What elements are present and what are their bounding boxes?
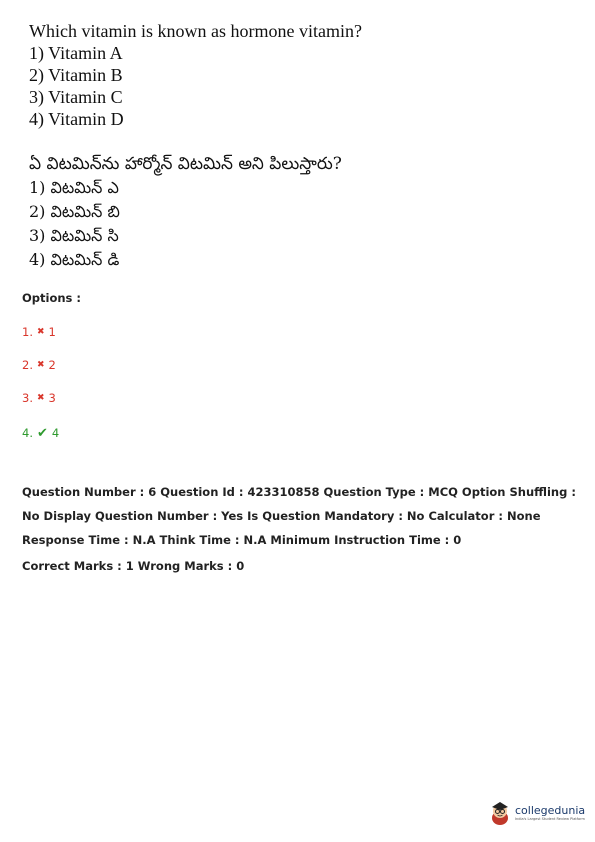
answer-number: 2. (22, 358, 33, 372)
question-metadata: Question Number : 6 Question Id : 423310858 Question Type : MCQ Option Shuffling : No Display Question Number : Yes Is Question Mandatory : No Calculator : None Response Time : N.A Think Time : N.A Minimum Instruction Time : 0 (22, 485, 576, 547)
option-telugu-2: 2) విటమిన్ బి (29, 202, 120, 221)
question-telugu (29, 152, 569, 272)
option-english-4: 4) Vitamin D (29, 109, 124, 129)
option-telugu-1: 1) విటమిన్ ఎ (29, 178, 119, 197)
answer-number: 4. (22, 426, 33, 440)
option-telugu-4: 4) విటమిన్ డి (29, 250, 120, 269)
marks-info: Correct Marks : 1 Wrong Marks : 0 (22, 559, 245, 573)
answer-value: 4 (51, 426, 60, 440)
answer-value: 1 (48, 325, 56, 339)
option-telugu-3: 3) విటమిన్ సి (29, 226, 119, 245)
logo-tagline: India's Largest Student Review Platform (515, 817, 585, 821)
cross-icon: ✖ (36, 326, 45, 337)
collegedunia-logo (489, 800, 585, 826)
option-english-1: 1) Vitamin A (29, 43, 123, 63)
answer-number: 3. (22, 391, 33, 405)
check-icon: ✔ (36, 425, 48, 441)
cross-icon: ✖ (36, 392, 45, 403)
answer-option-3 (22, 391, 56, 405)
option-english-3: 3) Vitamin C (29, 87, 123, 107)
options-label: Options : (22, 291, 81, 305)
question-text-telugu: ఏ విటమిన్‌ను హార్మోన్ విటమిన్ అని పిలుస్తారు? (29, 154, 342, 174)
option-english-2: 2) Vitamin B (29, 65, 123, 85)
logo-mascot-icon (489, 800, 511, 826)
cross-icon: ✖ (36, 359, 45, 370)
answer-value: 2 (48, 358, 56, 372)
answer-value: 3 (48, 391, 56, 405)
logo-name: collegedunia (515, 804, 586, 817)
answer-option-1 (22, 325, 56, 339)
answer-number: 1. (22, 325, 33, 339)
answer-option-4 (22, 426, 59, 440)
question-english (29, 20, 569, 130)
question-text-english: Which vitamin is known as hormone vitamin? (29, 21, 362, 41)
answer-option-2 (22, 358, 56, 372)
